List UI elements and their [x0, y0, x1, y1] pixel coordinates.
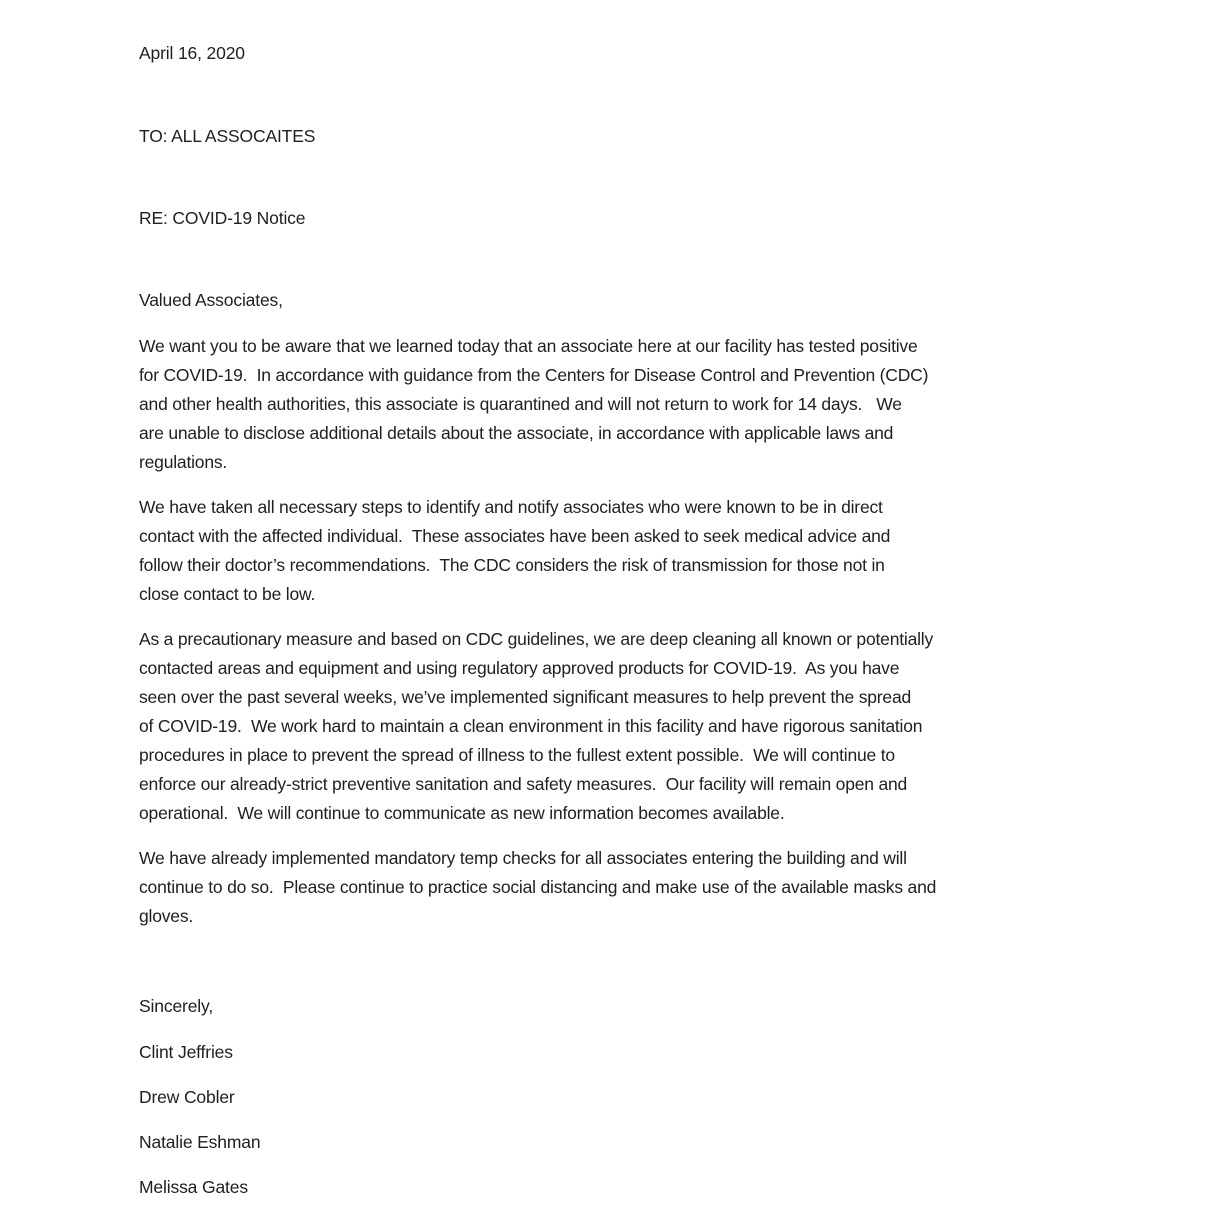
letter-date: April 16, 2020 — [139, 43, 245, 63]
paragraph-line: gloves. — [139, 906, 194, 926]
paragraph-line: enforce our already-strict preventive sanitation and safety measures. Our facility will remain open and — [139, 774, 908, 794]
paragraph-line: close contact to be low. — [139, 584, 316, 604]
paragraph-line: We want you to be aware that we learned today that an associate here at our facility has tested positive — [139, 336, 918, 356]
letter-salutation: Valued Associates, — [139, 290, 283, 310]
signatory-name: Drew Cobler — [139, 1087, 235, 1107]
paragraph-line: We have already implemented mandatory temp checks for all associates entering the building and will — [139, 848, 907, 868]
letter-closing: Sincerely, — [139, 996, 214, 1016]
paragraph-line: operational. We will continue to communicate as new information becomes available. — [139, 803, 785, 823]
paragraph-line: follow their doctor’s recommendations. The CDC considers the risk of transmission for those not in — [139, 555, 885, 575]
paragraph-line: and other health authorities, this associate is quarantined and will not return to work for 14 days. We — [139, 394, 902, 414]
paragraph-line: We have taken all necessary steps to identify and notify associates who were known to be in direct — [139, 497, 883, 517]
paragraph-line: of COVID-19. We work hard to maintain a clean environment in this facility and have rigorous sanitation — [139, 716, 923, 736]
paragraph-line: regulations. — [139, 452, 228, 472]
paragraph-line: seen over the past several weeks, we’ve implemented significant measures to help prevent the spread — [139, 687, 912, 707]
paragraph-line: contacted areas and equipment and using regulatory approved products for COVID-19. As you have — [139, 658, 900, 678]
letter-subject: RE: COVID-19 Notice — [139, 208, 306, 228]
paragraph-line: are unable to disclose additional details about the associate, in accordance with applicable laws and — [139, 423, 894, 443]
signatory-name: Natalie Eshman — [139, 1132, 261, 1152]
paragraph-line: for COVID-19. In accordance with guidance from the Centers for Disease Control and Prevention (CDC) — [139, 365, 929, 385]
paragraph-line: procedures in place to prevent the spread of illness to the fullest extent possible. We will continue to — [139, 745, 895, 765]
signatory-name: Melissa Gates — [139, 1177, 248, 1197]
letter-recipient: TO: ALL ASSOCAITES — [139, 126, 316, 146]
paragraph-line: As a precautionary measure and based on CDC guidelines, we are deep cleaning all known or potentially — [139, 629, 934, 649]
paragraph-line: contact with the affected individual. These associates have been asked to seek medical advice and — [139, 526, 891, 546]
paragraph-line: continue to do so. Please continue to practice social distancing and make use of the available masks and — [139, 877, 937, 897]
signatory-name: Clint Jeffries — [139, 1042, 233, 1062]
